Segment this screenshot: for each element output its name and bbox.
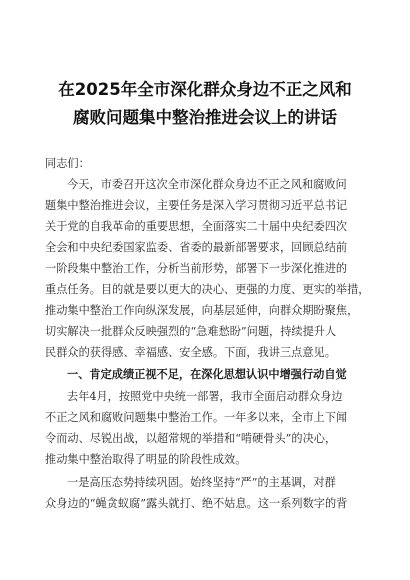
paragraph-line: 全会和中央纪委国家监委、省委的最新部署要求，回顾总结前 <box>45 241 348 254</box>
paragraph-line: 题集中整治推进会议，主要任务是深入学习贯彻习近平总书记 <box>45 199 348 212</box>
paragraph-line: 推动集中整治取得了明显的阶段性成效。 <box>45 453 247 466</box>
paragraph-line: 今天，市委召开这次全市深化群众身边不正之风和腐败问 <box>67 178 347 191</box>
paragraph-line: 推动集中整治工作向纵深发展，向基层延伸，向群众期盼聚焦， <box>45 304 359 317</box>
paragraph-line: 民群众的获得感、幸福感、安全感。下面，我讲三点意见。 <box>45 346 336 359</box>
salutation: 同志们： <box>45 157 90 170</box>
paragraph-line: 不正之风和腐败问题集中整治工作。一年多以来，全市上下闻 <box>45 411 348 424</box>
document-title-line-1: 在2025年全市深化群众身边不正之风和 <box>58 80 352 99</box>
paragraph-line: 切实解决一批群众反映强烈的“急难愁盼”问题，持续提升人 <box>45 325 337 338</box>
section-heading: 一、肯定成绩正视不足，在深化思想认识中增强行动自觉 <box>67 368 347 381</box>
paragraph-line: 重点任务。目的就是要以更大的决心、更强的力度、更实的举措， <box>45 283 370 296</box>
paragraph-line: 一阶段集中整治工作，分析当前形势，部署下一步深化推进的 <box>45 262 348 275</box>
paragraph-line: 令而动、尽锐出战，以超常规的举措和“啃硬骨头”的决心， <box>45 432 337 445</box>
paragraph-line: 一是高压态势持续巩固。始终坚持“严”的主基调，对群 <box>67 476 336 489</box>
paragraph-line: 众身边的“蝇贪蚁腐”露头就打、绝不姑息。这一系列数字的背 <box>45 497 348 510</box>
document-title-line-2: 腐败问题集中整治推进会议上的讲话 <box>73 108 337 127</box>
paragraph-line: 去年4月，按照党中央统一部署，我市全面启动群众身边 <box>67 390 343 403</box>
paragraph-line: 关于党的自我革命的重要思想，全面落实二十届中央纪委四次 <box>45 220 348 233</box>
